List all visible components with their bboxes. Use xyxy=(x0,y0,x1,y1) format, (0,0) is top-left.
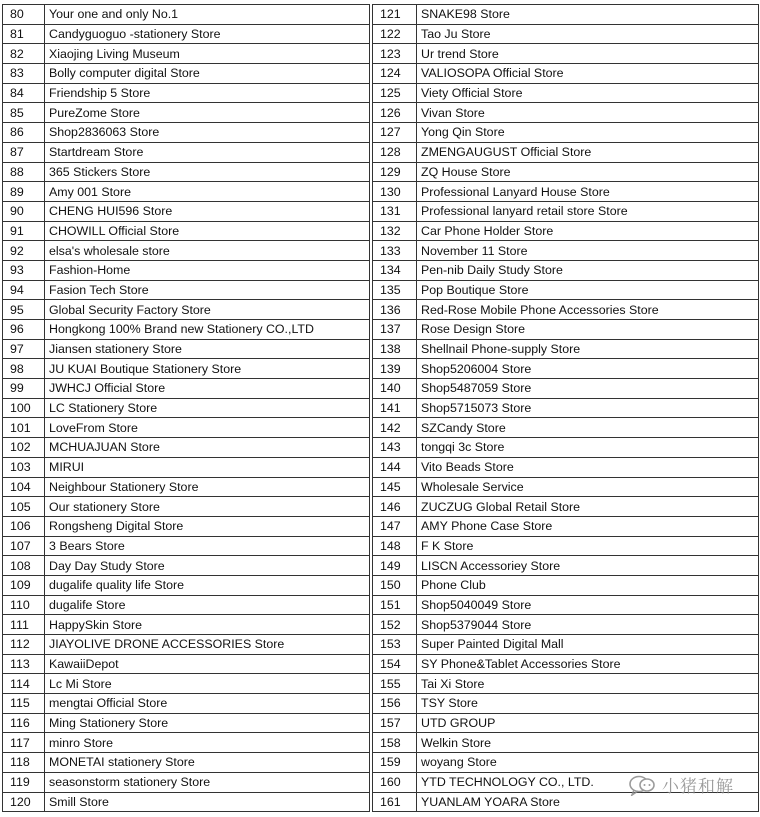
store-name: dugalife quality life Store xyxy=(45,575,370,595)
store-name: Shop5206004 Store xyxy=(417,359,759,379)
table-row xyxy=(373,379,759,399)
table-row xyxy=(373,280,759,300)
row-number: 133 xyxy=(373,241,417,261)
row-number: 146 xyxy=(373,497,417,517)
chat-bubble-icon xyxy=(628,774,656,796)
table-row xyxy=(373,162,759,182)
store-name: PureZome Store xyxy=(45,103,370,123)
row-number: 89 xyxy=(3,182,45,202)
row-number: 132 xyxy=(373,221,417,241)
row-number: 137 xyxy=(373,320,417,340)
table-row xyxy=(373,320,759,340)
row-number: 117 xyxy=(3,733,45,753)
table-row xyxy=(373,142,759,162)
table-row xyxy=(373,83,759,103)
store-name: minro Store xyxy=(45,733,370,753)
table-row xyxy=(3,536,370,556)
table-row xyxy=(3,339,370,359)
store-name: Vivan Store xyxy=(417,103,759,123)
row-number: 119 xyxy=(3,772,45,792)
store-name: Pop Boutique Store xyxy=(417,280,759,300)
row-number: 92 xyxy=(3,241,45,261)
store-name: MIRUI xyxy=(45,457,370,477)
row-number: 158 xyxy=(373,733,417,753)
table-row xyxy=(3,241,370,261)
row-number: 109 xyxy=(3,575,45,595)
store-name: LISCN Accessoriey Store xyxy=(417,556,759,576)
table-row xyxy=(373,753,759,773)
row-number: 127 xyxy=(373,123,417,143)
row-number: 149 xyxy=(373,556,417,576)
row-number: 154 xyxy=(373,654,417,674)
row-number: 147 xyxy=(373,516,417,536)
store-name: YUANLAM YOARA Store xyxy=(417,792,759,812)
store-table-left xyxy=(2,4,370,812)
row-number: 95 xyxy=(3,300,45,320)
store-name: Jiansen stationery Store xyxy=(45,339,370,359)
table-row xyxy=(3,221,370,241)
row-number: 102 xyxy=(3,438,45,458)
table-row xyxy=(3,24,370,44)
table-row xyxy=(3,477,370,497)
row-number: 80 xyxy=(3,5,45,25)
watermark xyxy=(628,772,734,797)
table-row xyxy=(373,64,759,84)
store-name: Shop2836063 Store xyxy=(45,123,370,143)
table-row xyxy=(373,694,759,714)
store-name: CHENG HUI596 Store xyxy=(45,201,370,221)
table-row xyxy=(3,556,370,576)
store-name: Rongsheng Digital Store xyxy=(45,516,370,536)
table-row xyxy=(3,635,370,655)
table-row xyxy=(3,123,370,143)
store-name: Shop5715073 Store xyxy=(417,398,759,418)
table-row xyxy=(373,359,759,379)
table-row xyxy=(373,398,759,418)
store-name: ZUCZUG Global Retail Store xyxy=(417,497,759,517)
store-name: Amy 001 Store xyxy=(45,182,370,202)
table-row xyxy=(3,575,370,595)
store-name: TSY Store xyxy=(417,694,759,714)
row-number: 116 xyxy=(3,713,45,733)
watermark-text: 小猪和解 xyxy=(662,777,734,797)
store-name: Global Security Factory Store xyxy=(45,300,370,320)
table-row xyxy=(3,182,370,202)
table-row xyxy=(373,201,759,221)
store-name: Rose Design Store xyxy=(417,320,759,340)
row-number: 84 xyxy=(3,83,45,103)
store-name: CHOWILL Official Store xyxy=(45,221,370,241)
row-number: 105 xyxy=(3,497,45,517)
row-number: 120 xyxy=(3,792,45,812)
row-number: 157 xyxy=(373,713,417,733)
row-number: 123 xyxy=(373,44,417,64)
store-name: Shop5040049 Store xyxy=(417,595,759,615)
store-name: Shellnail Phone-supply Store xyxy=(417,339,759,359)
table-row xyxy=(373,44,759,64)
store-name: Startdream Store xyxy=(45,142,370,162)
table-row xyxy=(3,497,370,517)
store-name: Phone Club xyxy=(417,575,759,595)
table-row xyxy=(3,516,370,536)
table-row xyxy=(373,24,759,44)
table-row xyxy=(373,654,759,674)
store-name: Car Phone Holder Store xyxy=(417,221,759,241)
table-row xyxy=(373,418,759,438)
store-name: mengtai Official Store xyxy=(45,694,370,714)
row-number: 91 xyxy=(3,221,45,241)
store-name: ZQ House Store xyxy=(417,162,759,182)
store-list xyxy=(2,4,758,814)
store-name: dugalife Store xyxy=(45,595,370,615)
store-name: YTD TECHNOLOGY CO., LTD. xyxy=(417,772,759,792)
store-name: Xiaojing Living Museum xyxy=(45,44,370,64)
store-name: seasonstorm stationery Store xyxy=(45,772,370,792)
store-name: JWHCJ Official Store xyxy=(45,379,370,399)
table-row xyxy=(373,733,759,753)
row-number: 99 xyxy=(3,379,45,399)
row-number: 87 xyxy=(3,142,45,162)
table-row xyxy=(3,280,370,300)
store-name: Fasion Tech Store xyxy=(45,280,370,300)
row-number: 141 xyxy=(373,398,417,418)
table-row xyxy=(373,556,759,576)
store-name: Our stationery Store xyxy=(45,497,370,517)
row-number: 111 xyxy=(3,615,45,635)
store-name: Ur trend Store xyxy=(417,44,759,64)
store-name: SY Phone&Tablet Accessories Store xyxy=(417,654,759,674)
row-number: 145 xyxy=(373,477,417,497)
table-row xyxy=(3,792,370,812)
table-row xyxy=(3,142,370,162)
row-number: 156 xyxy=(373,694,417,714)
row-number: 159 xyxy=(373,753,417,773)
store-name: JU KUAI Boutique Stationery Store xyxy=(45,359,370,379)
table-row xyxy=(373,457,759,477)
row-number: 108 xyxy=(3,556,45,576)
store-name: 365 Stickers Store xyxy=(45,162,370,182)
table-row xyxy=(3,5,370,25)
store-name: MONETAI stationery Store xyxy=(45,753,370,773)
row-number: 128 xyxy=(373,142,417,162)
store-name: Smill Store xyxy=(45,792,370,812)
table-row xyxy=(373,339,759,359)
store-name: Red-Rose Mobile Phone Accessories Store xyxy=(417,300,759,320)
table-row xyxy=(373,221,759,241)
store-name: Candyguoguo -stationery Store xyxy=(45,24,370,44)
store-name: HappySkin Store xyxy=(45,615,370,635)
row-number: 88 xyxy=(3,162,45,182)
row-number: 94 xyxy=(3,280,45,300)
store-name: UTD GROUP xyxy=(417,713,759,733)
row-number: 81 xyxy=(3,24,45,44)
table-row xyxy=(373,103,759,123)
table-row xyxy=(373,123,759,143)
table-row xyxy=(3,300,370,320)
row-number: 85 xyxy=(3,103,45,123)
store-name: Professional Lanyard House Store xyxy=(417,182,759,202)
table-row xyxy=(373,300,759,320)
row-number: 126 xyxy=(373,103,417,123)
store-name: Bolly computer digital Store xyxy=(45,64,370,84)
table-row xyxy=(373,438,759,458)
table-row xyxy=(373,575,759,595)
row-number: 118 xyxy=(3,753,45,773)
store-name: Hongkong 100% Brand new Stationery CO.,LTD xyxy=(45,320,370,340)
row-number: 153 xyxy=(373,635,417,655)
table-row xyxy=(3,201,370,221)
row-number: 114 xyxy=(3,674,45,694)
store-name: Day Day Study Store xyxy=(45,556,370,576)
table-row xyxy=(3,320,370,340)
row-number: 106 xyxy=(3,516,45,536)
store-name: Your one and only No.1 xyxy=(45,5,370,25)
store-name: Wholesale Service xyxy=(417,477,759,497)
store-name: Welkin Store xyxy=(417,733,759,753)
row-number: 107 xyxy=(3,536,45,556)
row-number: 82 xyxy=(3,44,45,64)
table-row xyxy=(373,260,759,280)
row-number: 124 xyxy=(373,64,417,84)
store-name: LoveFrom Store xyxy=(45,418,370,438)
store-name: JIAYOLIVE DRONE ACCESSORIES Store xyxy=(45,635,370,655)
table-row xyxy=(3,674,370,694)
store-name: Professional lanyard retail store Store xyxy=(417,201,759,221)
store-name: LC Stationery Store xyxy=(45,398,370,418)
store-name: Tai Xi Store xyxy=(417,674,759,694)
table-row xyxy=(373,477,759,497)
row-number: 113 xyxy=(3,654,45,674)
row-number: 103 xyxy=(3,457,45,477)
store-name: MCHUAJUAN Store xyxy=(45,438,370,458)
row-number: 134 xyxy=(373,260,417,280)
row-number: 110 xyxy=(3,595,45,615)
store-name: AMY Phone Case Store xyxy=(417,516,759,536)
row-number: 101 xyxy=(3,418,45,438)
table-row xyxy=(3,359,370,379)
store-name: Lc Mi Store xyxy=(45,674,370,694)
row-number: 97 xyxy=(3,339,45,359)
table-row xyxy=(3,595,370,615)
row-number: 93 xyxy=(3,260,45,280)
row-number: 155 xyxy=(373,674,417,694)
table-row xyxy=(3,654,370,674)
store-name: Friendship 5 Store xyxy=(45,83,370,103)
store-name: Yong Qin Store xyxy=(417,123,759,143)
store-name: Pen-nib Daily Study Store xyxy=(417,260,759,280)
store-name: Fashion-Home xyxy=(45,260,370,280)
table-row xyxy=(3,260,370,280)
row-number: 135 xyxy=(373,280,417,300)
table-row xyxy=(373,536,759,556)
row-number: 150 xyxy=(373,575,417,595)
row-number: 90 xyxy=(3,201,45,221)
table-row xyxy=(3,713,370,733)
row-number: 130 xyxy=(373,182,417,202)
store-name: tongqi 3c Store xyxy=(417,438,759,458)
table-row xyxy=(3,64,370,84)
table-row xyxy=(3,753,370,773)
store-name: 3 Bears Store xyxy=(45,536,370,556)
row-number: 138 xyxy=(373,339,417,359)
row-number: 83 xyxy=(3,64,45,84)
store-name: SNAKE98 Store xyxy=(417,5,759,25)
row-number: 100 xyxy=(3,398,45,418)
store-name: Super Painted Digital Mall xyxy=(417,635,759,655)
row-number: 122 xyxy=(373,24,417,44)
store-name: SZCandy Store xyxy=(417,418,759,438)
row-number: 142 xyxy=(373,418,417,438)
row-number: 125 xyxy=(373,83,417,103)
store-name: woyang Store xyxy=(417,753,759,773)
table-row xyxy=(373,615,759,635)
table-row xyxy=(3,83,370,103)
store-name: Neighbour Stationery Store xyxy=(45,477,370,497)
row-number: 139 xyxy=(373,359,417,379)
store-name: KawaiiDepot xyxy=(45,654,370,674)
row-number: 96 xyxy=(3,320,45,340)
table-row xyxy=(373,516,759,536)
store-name: Shop5379044 Store xyxy=(417,615,759,635)
store-name: Vito Beads Store xyxy=(417,457,759,477)
table-row xyxy=(3,398,370,418)
row-number: 140 xyxy=(373,379,417,399)
row-number: 136 xyxy=(373,300,417,320)
store-name: F K Store xyxy=(417,536,759,556)
table-row xyxy=(373,497,759,517)
table-row xyxy=(373,713,759,733)
table-row xyxy=(3,733,370,753)
table-row xyxy=(373,595,759,615)
store-name: November 11 Store xyxy=(417,241,759,261)
store-name: elsa's wholesale store xyxy=(45,241,370,261)
row-number: 104 xyxy=(3,477,45,497)
table-row xyxy=(373,5,759,25)
table-row xyxy=(373,182,759,202)
table-row xyxy=(3,162,370,182)
table-row xyxy=(3,379,370,399)
row-number: 129 xyxy=(373,162,417,182)
table-row xyxy=(3,457,370,477)
table-row xyxy=(3,418,370,438)
store-name: VALIOSOPA Official Store xyxy=(417,64,759,84)
store-name: Viety Official Store xyxy=(417,83,759,103)
row-number: 151 xyxy=(373,595,417,615)
row-number: 161 xyxy=(373,792,417,812)
store-name: Ming Stationery Store xyxy=(45,713,370,733)
row-number: 112 xyxy=(3,635,45,655)
table-row xyxy=(3,103,370,123)
row-number: 98 xyxy=(3,359,45,379)
table-row xyxy=(373,635,759,655)
table-row xyxy=(3,438,370,458)
table-row xyxy=(3,44,370,64)
table-row xyxy=(3,615,370,635)
row-number: 86 xyxy=(3,123,45,143)
table-row xyxy=(3,772,370,792)
row-number: 148 xyxy=(373,536,417,556)
row-number: 160 xyxy=(373,772,417,792)
row-number: 115 xyxy=(3,694,45,714)
row-number: 144 xyxy=(373,457,417,477)
row-number: 121 xyxy=(373,5,417,25)
row-number: 152 xyxy=(373,615,417,635)
row-number: 131 xyxy=(373,201,417,221)
table-row xyxy=(373,241,759,261)
table-row xyxy=(373,674,759,694)
store-name: Tao Ju Store xyxy=(417,24,759,44)
store-table-right xyxy=(372,4,759,812)
table-row xyxy=(3,694,370,714)
store-name: Shop5487059 Store xyxy=(417,379,759,399)
row-number: 143 xyxy=(373,438,417,458)
store-name: ZMENGAUGUST Official Store xyxy=(417,142,759,162)
